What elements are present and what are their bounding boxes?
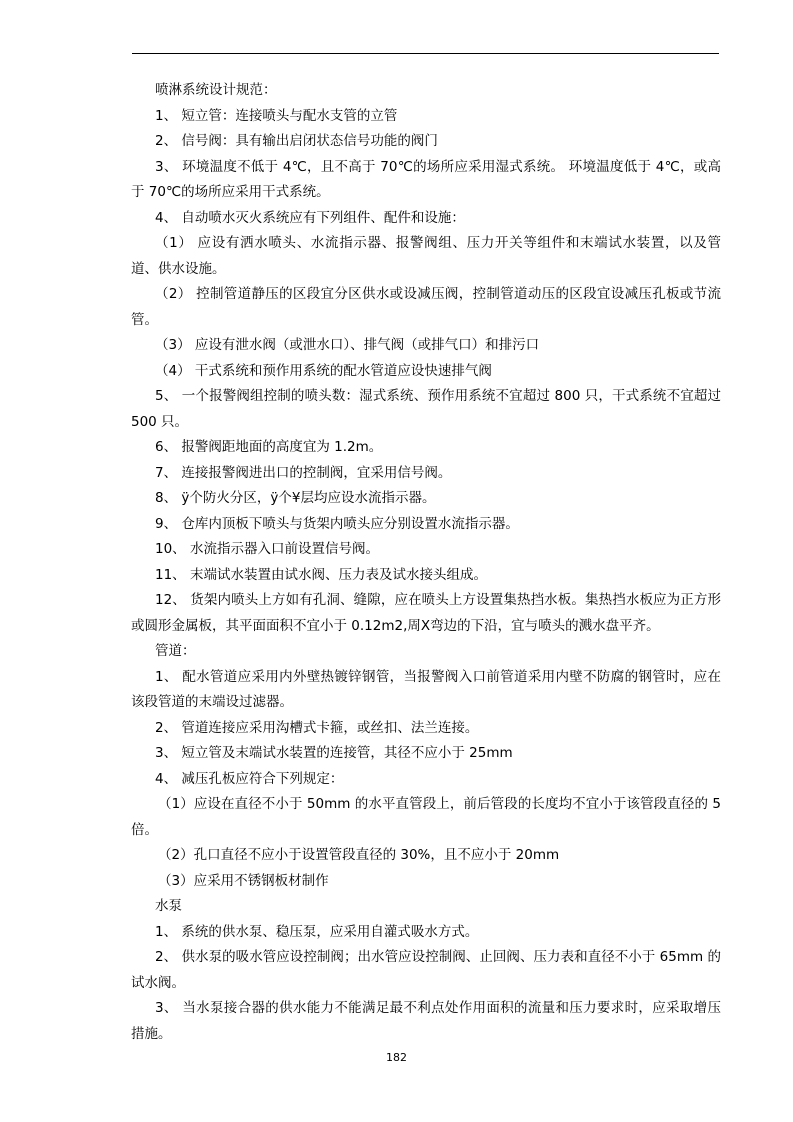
paragraph: 9、 仓库内顶板下喷头与货架内喷头应分别设置水流指示器。 xyxy=(155,515,519,532)
paragraph: 3、 短立管及末端试水装置的连接管，其径不应小于 25mm xyxy=(155,745,513,761)
paragraph: （4） 干式系统和预作用系统的配水管道应设快速排气阀 xyxy=(155,362,492,379)
paragraph: 7、 连接报警阀进出口的控制阀，宜采用信号阀。 xyxy=(155,464,452,481)
paragraph: 8、 ÿ个防火分区，ÿ个¥层均应设水流指示器。 xyxy=(155,490,436,506)
paragraph: 3、 当水泵接合器的供水能力不能满足最不利点处作用面积的流量和压力要求时，应采取增压措施。 xyxy=(131,1000,721,1042)
paragraph: 10、 水流指示器入口前设置信号阀。 xyxy=(155,541,379,557)
paragraph: （3）应采用不锈钢板材制作 xyxy=(158,872,329,889)
paragraph: （1） 应设有洒水喷头、水流指示器、报警阀组、压力开关等组件和末端试水装置，以及管道、供水设施。 xyxy=(131,235,721,277)
paragraph: 3、 环境温度不低于 4℃，且不高于 70℃的场所应采用湿式系统。 环境温度低于 4℃，或高于 70℃的场所应采用干式系统。 xyxy=(131,158,721,200)
paragraph: 2、 管道连接应采用沟槽式卡箍，或丝扣、法兰连接。 xyxy=(155,719,479,736)
paragraph: （2） 控制管道静压的区段宜分区供水或设减压阀，控制管道动压的区段宜设减压孔板或节流管。 xyxy=(131,286,721,328)
paragraph: 12、 货架内喷头上方如有孔洞、缝隙，应在喷头上方设置集热挡水板。集热挡水板应为正方形或圆形金属板，其平面面积不宜小于 0.12m2,周X弯边的下沿，宜与喷头的溅水盘平齐。 xyxy=(131,592,721,634)
paragraph: 1、 配水管道应采用内外壁热镀锌钢管，当报警阀入口前管道采用内壁不防腐的钢管时，应在该段管道的末端设过滤器。 xyxy=(131,668,721,710)
section-heading-pipes: 管道： xyxy=(155,643,196,659)
paragraph: 4、 自动喷水灭火系统应有下列组件、配件和设施： xyxy=(155,209,465,226)
document-body xyxy=(131,78,721,1047)
paragraph: （3） 应设有泄水阀（或泄水口）、排气阀（或排气口）和排污口 xyxy=(155,337,540,353)
paragraph: 1、 系统的供水泵、稳压泵，应采用自灌式吸水方式。 xyxy=(155,923,479,940)
header-rule xyxy=(132,53,719,54)
paragraph: （1）应设在直径不小于 50mm 的水平直管段上，前后管段的长度均不宜小于该管段直径的 5 倍。 xyxy=(131,796,721,838)
paragraph: 2、 信号阀：具有输出启闭状态信号功能的阀门 xyxy=(155,133,438,149)
paragraph: 6、 报警阀距地面的高度宜为 1.2m。 xyxy=(155,439,383,455)
paragraph: （2）孔口直径不应小于设置管段直径的 30%，且不应小于 20mm xyxy=(158,847,560,863)
page-number: 182 xyxy=(386,1051,407,1064)
paragraph: 4、 减压孔板应符合下列规定： xyxy=(155,770,344,787)
paragraph: 11、 末端试水装置由试水阀、压力表及试水接头组成。 xyxy=(155,566,487,583)
paragraph: 5、 一个报警阀组控制的喷头数：湿式系统、预作用系统不宜超过 800 只，干式系统不宜超过 500 只。 xyxy=(131,388,721,430)
section-heading-pumps: 水泵 xyxy=(155,898,182,914)
section-heading-sprinkler: 喷淋系统设计规范： xyxy=(155,82,277,98)
paragraph: 2、 供水泵的吸水管应设控制阀；出水管应设控制阀、止回阀、压力表和直径不小于 65mm 的试水阀。 xyxy=(131,949,721,991)
paragraph: 1、 短立管：连接喷头与配水支管的立管 xyxy=(155,107,398,124)
